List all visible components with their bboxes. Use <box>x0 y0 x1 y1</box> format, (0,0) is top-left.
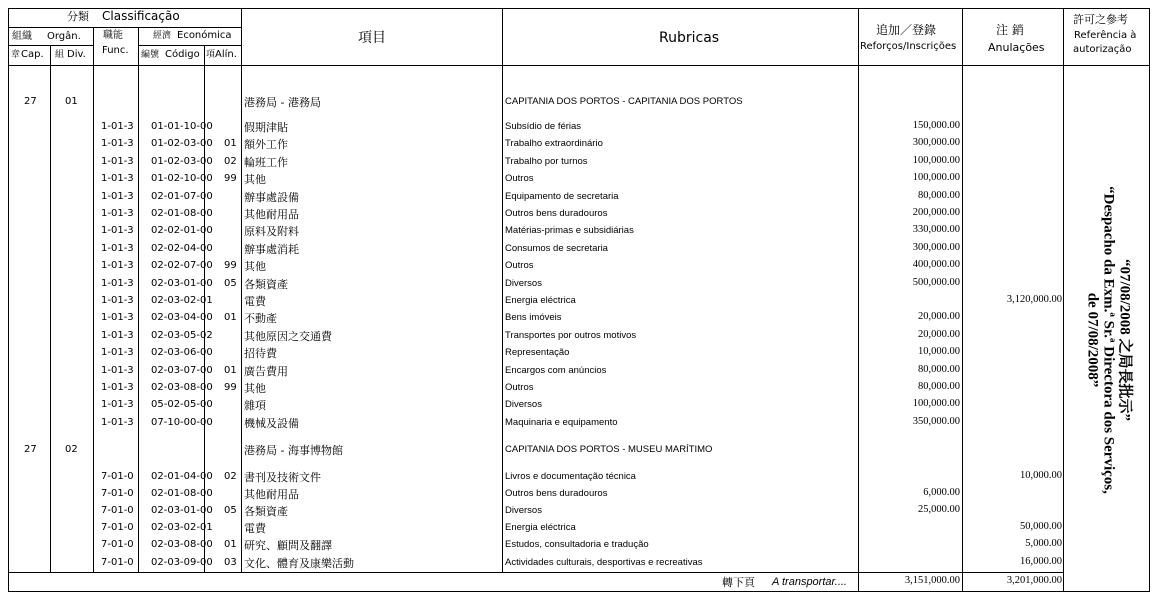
header-rubricas: Rubricas <box>659 30 720 46</box>
header-annulment-zh: 注 銷 <box>996 23 1024 37</box>
authorization-reference <box>1084 186 1131 494</box>
header-organic-zh: 組織 <box>12 31 32 42</box>
cell-div: 01 <box>65 96 78 107</box>
header-functional-pt: Func. <box>102 45 129 56</box>
total-row-line <box>8 572 1063 573</box>
cell-code: 02-03-04-00 <box>151 312 213 324</box>
cell-pt: Consumos de secretaria <box>505 242 608 254</box>
col-line <box>502 8 503 572</box>
cell-reinforcement: 100,000.00 <box>912 398 960 410</box>
header-line <box>138 45 241 46</box>
cell-pt: Outros bens duradouros <box>505 208 608 219</box>
cell-func: 1-01-3 <box>101 138 134 150</box>
cell-pt: Bens imóveis <box>505 312 562 324</box>
cell-func: 1-01-3 <box>101 190 134 202</box>
cell-reinforcement: 150,000.00 <box>912 120 960 131</box>
cell-code: 07-10-00-00 <box>151 416 213 428</box>
cell-div: 02 <box>65 444 78 455</box>
cell-pt: Energia eléctrica <box>505 522 576 534</box>
cell-func: 7-01-0 <box>101 556 134 568</box>
cell-code: 02-03-02-01 <box>151 522 213 534</box>
cell-func: 1-01-3 <box>101 382 134 393</box>
header-reinforcement-pt: Reforços/Inscrições <box>860 41 957 52</box>
cell-zh: 其他原因之交通費 <box>244 329 332 343</box>
header-reference-zh: 許可之參考 <box>1073 13 1128 26</box>
cell-zh: 不動產 <box>244 312 277 326</box>
header-code-pt: Código <box>165 49 200 60</box>
header-code-zh: 編號 <box>141 50 160 60</box>
cell-zh: 辦事處消耗 <box>244 242 299 256</box>
cell-zh: 書刊及技術文件 <box>244 471 321 484</box>
cell-code: 02-01-07-00 <box>151 190 213 202</box>
header-item-zh: 項目 <box>358 30 386 46</box>
cell-func: 1-01-3 <box>101 329 134 341</box>
col-line <box>1063 8 1064 592</box>
cell-pt: Maquinaria e equipamento <box>505 416 618 428</box>
header-alinea-pt: Alín. <box>215 49 237 60</box>
cell-pt: Transportes por outros motivos <box>505 329 637 341</box>
cell-alin: 02 <box>224 155 237 167</box>
header-organic-pt: Orgân. <box>47 31 81 42</box>
cell-code: 02-03-01-00 <box>151 505 213 517</box>
cell-zh: 其他 <box>244 173 266 187</box>
cell-pt: Representação <box>505 347 570 359</box>
cell-zh: 其他耐用品 <box>244 488 299 502</box>
cell-code: 02-03-02-01 <box>151 295 213 306</box>
cell-zh: 原料及附料 <box>244 225 299 239</box>
cell-pt: Estudos, consultadoria e tradução <box>505 539 649 551</box>
header-reference-pt1: Referência à <box>1074 30 1137 41</box>
cell-annulment: 50,000.00 <box>1020 521 1062 533</box>
table-border-left <box>8 8 9 592</box>
cell-func: 1-01-3 <box>101 242 134 254</box>
cell-reinforcement: 300,000.00 <box>912 241 960 253</box>
cell-reinforcement: 330,000.00 <box>912 224 960 236</box>
table-border-right <box>1149 8 1150 592</box>
cell-pt: Diversos <box>505 399 542 411</box>
cell-pt: Outros <box>505 260 534 272</box>
cell-code: 02-03-08-00 <box>151 382 213 393</box>
cell-zh: 假期津貼 <box>244 121 288 134</box>
cell-pt: Matérias-primas e subsidiárias <box>505 225 634 237</box>
col-line <box>138 27 139 572</box>
cell-code: 02-01-08-00 <box>151 208 213 219</box>
cell-reinforcement: 400,000.00 <box>912 259 960 271</box>
cell-zh: 港務局 - 港務局 <box>244 96 321 109</box>
header-classification-pt: Classificação <box>102 9 180 23</box>
header-line <box>8 27 241 28</box>
cell-code: 01-02-03-00 <box>151 138 213 150</box>
cell-zh: 各類資產 <box>244 505 288 519</box>
cell-func: 7-01-0 <box>101 522 134 534</box>
cell-pt: Trabalho por turnos <box>505 155 588 167</box>
cell-func: 1-01-3 <box>101 312 134 324</box>
cell-alin: 05 <box>224 277 237 289</box>
cell-alin: 99 <box>224 260 237 272</box>
header-annulment-pt: Anulações <box>988 41 1045 54</box>
cell-zh: 各類資產 <box>244 277 288 291</box>
col-line <box>858 8 859 592</box>
cell-zh: 廣告費用 <box>244 364 288 378</box>
cell-alin: 01 <box>224 539 237 551</box>
cell-func: 1-01-3 <box>101 121 134 132</box>
cell-reinforcement: 10,000.00 <box>918 346 960 358</box>
header-bottom-line <box>8 65 1150 66</box>
header-division-pt: Div. <box>67 49 86 60</box>
col-line <box>241 8 242 572</box>
cell-pt: Actividades culturais, desportivas e recreativas <box>505 556 703 568</box>
cell-func: 1-01-3 <box>101 260 134 272</box>
col-line <box>93 27 94 572</box>
cell-reinforcement: 100,000.00 <box>912 154 960 166</box>
cell-code: 02-02-01-00 <box>151 225 213 237</box>
cell-func: 7-01-0 <box>101 539 134 551</box>
cell-alin: 01 <box>224 138 237 150</box>
cell-pt: Equipamento de secretaria <box>505 190 619 202</box>
cell-annulment: 16,000.00 <box>1020 555 1062 567</box>
cell-annulment: 5,000.00 <box>1025 538 1062 550</box>
cell-zh: 其他 <box>244 260 266 274</box>
cell-func: 1-01-3 <box>101 347 134 359</box>
header-alinea-zh: 項 <box>206 50 216 60</box>
header-classification-zh: 分類 <box>67 10 89 23</box>
cell-alin: 99 <box>224 173 237 185</box>
cell-func: 1-01-3 <box>101 155 134 167</box>
header-economic-zh: 經濟 <box>153 31 172 41</box>
cell-zh: 文化、體育及康樂活動 <box>244 556 354 570</box>
cell-pt: Trabalho extraordinário <box>505 138 603 150</box>
cell-zh: 電費 <box>244 522 266 536</box>
cell-zh: 雜項 <box>244 399 266 413</box>
cell-annulment: 3,120,000.00 <box>1006 294 1062 305</box>
cell-alin: 01 <box>224 312 237 324</box>
cell-func: 1-01-3 <box>101 399 134 411</box>
cell-alin: 02 <box>224 471 237 482</box>
cell-code: 02-02-04-00 <box>151 242 213 254</box>
cell-code: 05-02-05-00 <box>151 399 213 411</box>
cell-pt: CAPITANIA DOS PORTOS - MUSEU MARÍTIMO <box>505 444 713 455</box>
cell-code: 02-03-05-02 <box>151 329 213 341</box>
cell-pt: Livros e documentação técnica <box>505 471 636 482</box>
cell-code: 02-03-09-00 <box>151 556 213 568</box>
cell-code: 01-01-10-00 <box>151 121 213 132</box>
cell-reinforcement: 20,000.00 <box>918 328 960 340</box>
authorization-line1: “07/08/2008 之局長批示” <box>1116 258 1133 422</box>
cell-code: 02-03-06-00 <box>151 347 213 359</box>
header-division-zh: 組 <box>55 50 65 60</box>
cell-reinforcement: 80,000.00 <box>918 363 960 375</box>
cell-reinforcement: 100,000.00 <box>912 172 960 184</box>
cell-code: 01-02-03-00 <box>151 155 213 167</box>
cell-reinforcement: 80,000.00 <box>918 381 960 392</box>
total-reinforcement: 3,151,000.00 <box>904 575 960 586</box>
cell-code: 02-03-08-00 <box>151 539 213 551</box>
cell-func: 1-01-3 <box>101 295 134 306</box>
cell-reinforcement: 500,000.00 <box>912 276 960 288</box>
cell-func: 1-01-3 <box>101 416 134 428</box>
cell-code: 02-01-08-00 <box>151 488 213 500</box>
total-annulment: 3,201,000.00 <box>1006 575 1062 586</box>
cell-code: 01-02-10-00 <box>151 173 213 185</box>
cell-pt: Encargos com anúncios <box>505 364 607 376</box>
cell-annulment: 10,000.00 <box>1020 470 1062 481</box>
cell-zh: 機械及設備 <box>244 416 299 430</box>
cell-pt: Diversos <box>505 505 542 517</box>
cell-alin: 01 <box>224 364 237 376</box>
cell-func: 1-01-3 <box>101 225 134 237</box>
cell-code: 02-03-07-00 <box>151 364 213 376</box>
cell-code: 02-01-04-00 <box>151 471 213 482</box>
cell-reinforcement: 350,000.00 <box>912 415 960 427</box>
cell-cap: 27 <box>24 96 37 107</box>
cell-pt: Outros bens duradouros <box>505 488 608 500</box>
header-reference-pt2: autorização <box>1073 44 1132 55</box>
cell-zh: 其他 <box>244 382 266 395</box>
cell-code: 02-02-07-00 <box>151 260 213 272</box>
cell-alin: 05 <box>224 505 237 517</box>
cell-zh: 招待費 <box>244 347 277 361</box>
transport-label-pt: A transportar.... <box>772 576 847 588</box>
cell-zh: 額外工作 <box>244 138 288 152</box>
cell-pt: Subsídio de férias <box>505 121 582 132</box>
cell-reinforcement: 25,000.00 <box>918 504 960 516</box>
cell-zh: 辦事處設備 <box>244 190 299 204</box>
cell-cap: 27 <box>24 444 37 455</box>
cell-reinforcement: 200,000.00 <box>912 207 960 218</box>
header-reinforcement-zh: 追加／登錄 <box>876 23 937 37</box>
cell-pt: CAPITANIA DOS PORTOS - CAPITANIA DOS PORTOS <box>505 96 743 107</box>
cell-code: 02-03-01-00 <box>151 277 213 289</box>
header-chapter-pt: Cap. <box>21 49 44 60</box>
cell-zh: 研究、顧問及翻譯 <box>244 539 332 553</box>
cell-zh: 港務局 - 海事博物館 <box>244 444 343 457</box>
cell-pt: Outros <box>505 382 534 393</box>
transport-label-zh: 轉下頁 <box>722 576 755 589</box>
cell-reinforcement: 20,000.00 <box>918 311 960 323</box>
cell-reinforcement: 80,000.00 <box>918 189 960 201</box>
header-economic-pt: Económica <box>177 30 232 41</box>
cell-func: 7-01-0 <box>101 488 134 500</box>
authorization-line3: de 07/08/2008” <box>1085 292 1102 388</box>
cell-alin: 99 <box>224 382 237 393</box>
cell-alin: 03 <box>224 556 237 568</box>
cell-func: 1-01-3 <box>101 208 134 219</box>
cell-func: 7-01-0 <box>101 471 134 482</box>
cell-pt: Diversos <box>505 277 542 289</box>
cell-reinforcement: 6,000.00 <box>923 487 960 499</box>
cell-func: 1-01-3 <box>101 364 134 376</box>
cell-reinforcement: 300,000.00 <box>912 137 960 149</box>
cell-zh: 電費 <box>244 295 266 308</box>
authorization-line2: “Despacho da Exm.ª Sr.ª Directora dos Serviços, <box>1100 186 1117 494</box>
header-functional-zh: 職能 <box>103 30 123 41</box>
cell-zh: 其他耐用品 <box>244 208 299 221</box>
cell-func: 7-01-0 <box>101 505 134 517</box>
cell-zh: 輪班工作 <box>244 155 288 169</box>
cell-pt: Energia eléctrica <box>505 295 576 306</box>
col-line <box>50 45 51 572</box>
cell-func: 1-01-3 <box>101 277 134 289</box>
table-border-bottom <box>8 591 1150 592</box>
header-chapter-zh: 章 <box>11 50 21 60</box>
cell-pt: Outros <box>505 173 534 185</box>
cell-func: 1-01-3 <box>101 173 134 185</box>
